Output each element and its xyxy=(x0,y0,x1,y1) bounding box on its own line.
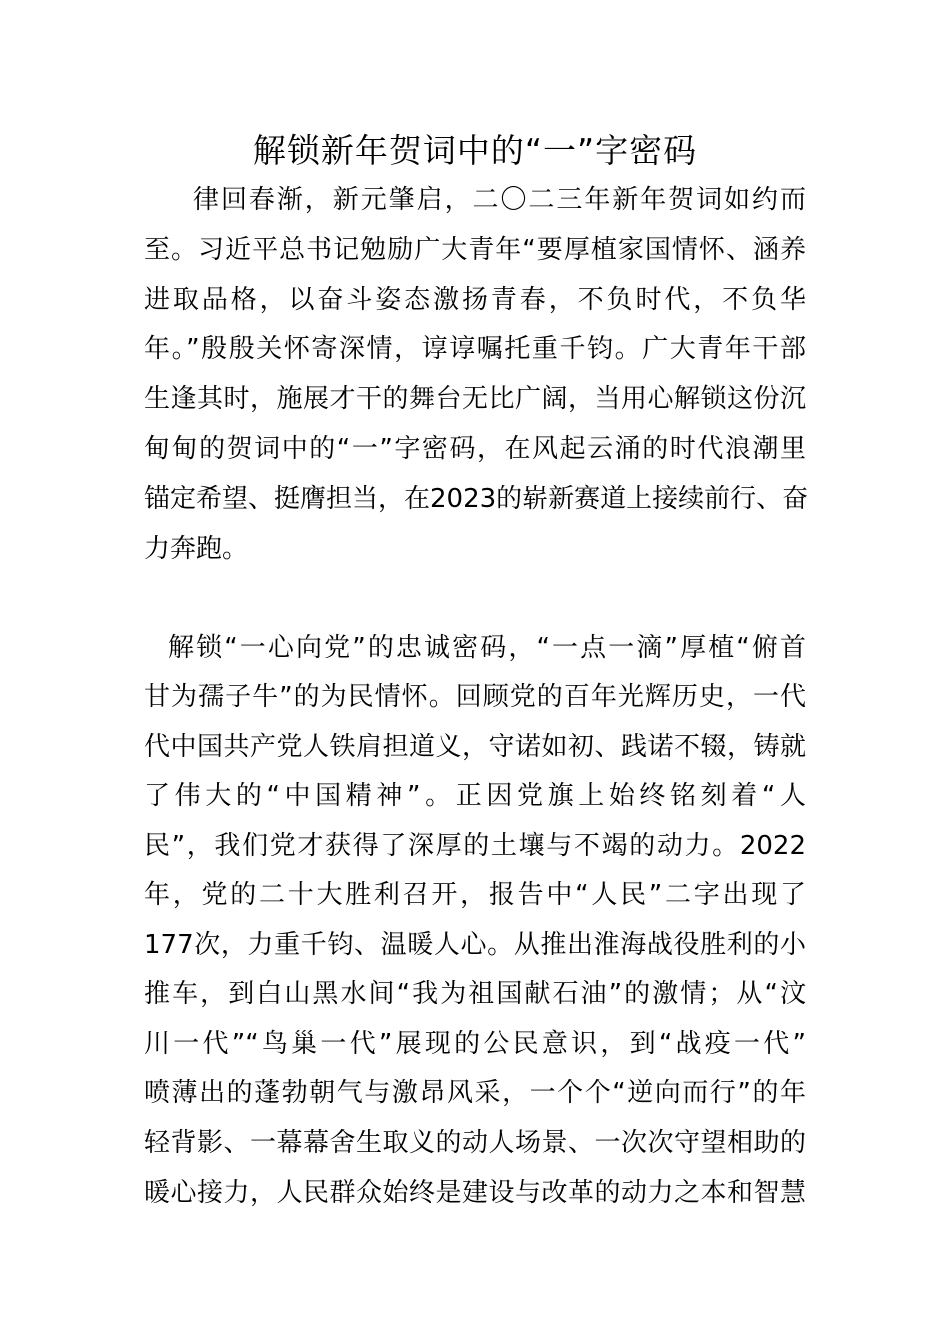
paragraph-1-line-6: 甸甸的贺词中的“一”字密码，在风起云涌的时代浪潮里 xyxy=(144,434,806,464)
paragraph-2-line-1: 解锁“一心向党”的忠诚密码，“一点一滴”厚植“俯首 xyxy=(168,633,806,663)
document-title: 解锁新年贺词中的“一”字密码 xyxy=(252,131,698,170)
paragraph-2-line-5: 民”，我们党才获得了深厚的土壤与不竭的动力。2022 xyxy=(144,831,806,861)
paragraph-1-line-4: 年。”殷殷关怀寄深情，谆谆嘱托重千钧。广大青年干部 xyxy=(144,334,806,364)
paragraph-2-line-11: 轻背影、一幕幕舍生取义的动人场景、一次次守望相助的 xyxy=(144,1128,806,1158)
paragraph-2-line-6: 年，党的二十大胜利召开，报告中“人民”二字出现了 xyxy=(144,880,806,910)
paragraph-2-line-10: 喷薄出的蓬勃朝气与激昂风采，一个个“逆向而行”的年 xyxy=(144,1078,806,1108)
paragraph-2-line-9: 川一代”“鸟巢一代”展现的公民意识，到“战疫一代” xyxy=(144,1029,806,1059)
paragraph-1-line-7: 锚定希望、挺膺担当，在2023的崭新赛道上接续前行、奋 xyxy=(144,484,809,514)
paragraph-1-line-2: 至。习近平总书记勉励广大青年“要厚植家国情怀、涵养 xyxy=(144,235,806,265)
paragraph-2-line-4: 了伟大的“中国精神”。正因党旗上始终铭刻着“人 xyxy=(144,781,806,811)
paragraph-1-line-8: 力奔跑。 xyxy=(144,534,249,564)
paragraph-1-line-1: 律回春渐，新元肇启，二〇二三年新年贺词如约而 xyxy=(193,185,806,215)
paragraph-2-line-8: 推车，到白山黑水间“我为祖国献石油”的激情；从“汶 xyxy=(144,979,806,1009)
paragraph-1-line-5: 生逢其时，施展才干的舞台无比广阔，当用心解锁这份沉 xyxy=(144,384,806,414)
paragraph-2-line-2: 甘为孺子牛”的为民情怀。回顾党的百年光辉历史，一代 xyxy=(144,682,806,712)
paragraph-2-line-7: 177次，力重千钧、温暖人心。从推出淮海战役胜利的小 xyxy=(144,930,806,960)
paragraph-2-line-12: 暖心接力，人民群众始终是建设与改革的动力之本和智慧 xyxy=(144,1178,806,1208)
paragraph-2-line-3: 代中国共产党人铁肩担道义，守诺如初、践诺不辍，铸就 xyxy=(144,732,806,762)
paragraph-1-line-3: 进取品格，以奋斗姿态激扬青春，不负时代，不负华 xyxy=(144,285,806,315)
